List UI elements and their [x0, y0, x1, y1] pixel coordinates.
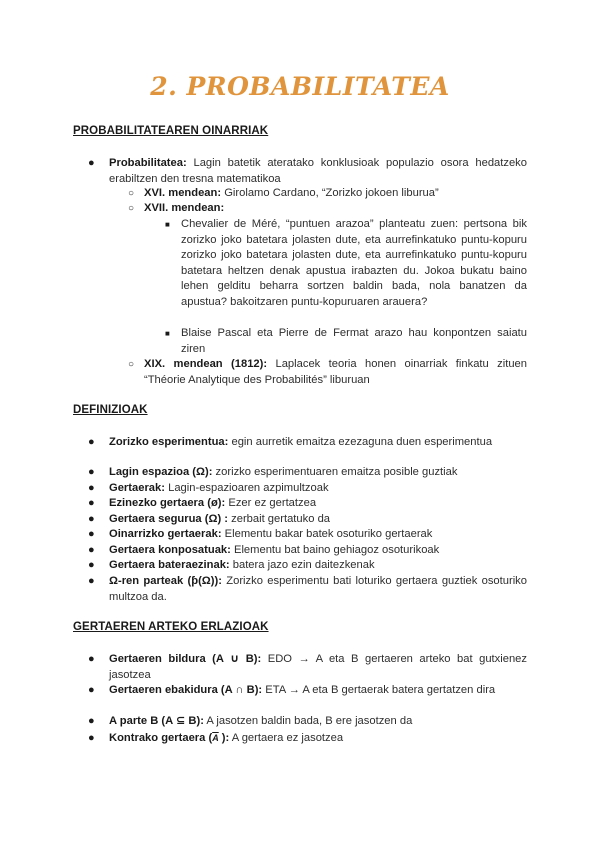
term: Oinarrizko gertaerak: [109, 528, 222, 540]
bullet-icon: ● [88, 513, 95, 525]
complement-symbol: $\overline{A}$ [212, 733, 219, 743]
section-heading-definizioak: DEFINIZIOAK [73, 404, 148, 416]
list-item-chevalier: Chevalier de Méré, “puntuen arazoa” planteatu zuen: pertsona bik zorizko joko batetara jolasten dute, eta aurrefinkatuko puntu-kopuru zorizko joko batetara jolasten dute, eta aurrefinkatuko puntu-kopuru batetara heltzen denak apustua irabazten du. Jokoa bukatu baino lehen gelditu beharra sortzen baldin bada, nola banatzen da apustua? bakoitzaren puntu-kopuruaren arauera? [181, 218, 527, 308]
list-item-relation [109, 731, 527, 747]
term: Gertaera konposatuak: [109, 544, 231, 556]
term: XVI. mendean: [144, 187, 222, 199]
definition: Elementu bakar batek osoturiko gertaerak [221, 528, 433, 540]
term: Zorizko esperimentua: [109, 436, 229, 448]
term: Gertaerak: [109, 482, 165, 494]
bullet-icon: ● [88, 544, 95, 556]
circle-bullet-icon: ○ [128, 188, 135, 199]
definition: Zorizko esperimentu bati loturiko gertaera guztiek osoturiko multzoa da. [109, 575, 527, 603]
page-title: 2. PROBABILITATEA [150, 72, 450, 101]
list-item-definition [109, 512, 527, 528]
list-item-xix [144, 357, 527, 388]
definition: egin aurretik emaitza ezezaguna duen esperimentua [228, 436, 493, 448]
bullet-icon: ● [88, 715, 95, 727]
term: Lagin espazioa (Ω): [109, 466, 213, 478]
list-item-pascal: Blaise Pascal eta Pierre de Fermat arazo hau konpontzen saiatu ziren [181, 327, 527, 355]
list-item-definition [109, 574, 527, 605]
definition: Lagin batetik ateratako konklusioak populazio osora hedatzeko erabiltzen den tresna matematikoa [109, 157, 527, 185]
definition: Ezer ez gertatzea [225, 497, 317, 509]
term: A parte B (A ⊆ B): [109, 715, 204, 727]
definition: Elementu bat baino gehiagoz osoturikoak [230, 544, 440, 556]
term: XVII. mendean: [144, 202, 225, 214]
term: Gertaeren bildura (A ∪ B): [109, 653, 262, 665]
list-item-definition [109, 496, 527, 512]
list-item-definition [109, 435, 527, 451]
term-prefix: Kontrako gertaera ( [109, 732, 213, 744]
bullet-icon: ● [88, 653, 95, 665]
square-bullet-icon: ■ [165, 329, 170, 338]
definition: batera jazo ezin daitezkenak [229, 559, 375, 571]
definition: A gertaera ez jasotzea [229, 732, 344, 744]
definition: A jasotzen baldin bada, B ere jasotzen da [203, 715, 413, 727]
definition: Girolamo Cardano, “Zorizko jokoen liburua” [221, 187, 439, 199]
circle-bullet-icon: ○ [128, 359, 135, 370]
list-item-definition [109, 527, 527, 543]
term: XIX. mendean (1812): [144, 358, 268, 370]
definition: zerbait gertatuko da [228, 513, 331, 525]
list-item-xvii [144, 201, 527, 217]
circle-bullet-icon: ○ [128, 203, 135, 214]
bullet-icon: ● [88, 528, 95, 540]
term [109, 732, 229, 744]
square-bullet-icon: ■ [165, 220, 170, 229]
bullet-icon: ● [88, 559, 95, 571]
list-item-probabilitatea [109, 156, 527, 187]
bullet-icon: ● [88, 575, 95, 587]
bullet-icon: ● [88, 497, 95, 509]
section-heading-erlazioak: GERTAEREN ARTEKO ERLAZIOAK [73, 621, 269, 633]
bullet-icon: ● [88, 157, 95, 169]
list-item-definition [109, 481, 527, 497]
bullet-icon: ● [88, 436, 95, 448]
section-heading-oinarriak: PROBABILITATEAREN OINARRIAK [73, 125, 269, 137]
bullet-icon: ● [88, 684, 95, 696]
bullet-icon: ● [88, 732, 95, 744]
term: Ezinezko gertaera (ø): [109, 497, 226, 509]
bullet-icon: ● [88, 466, 95, 478]
term: Gertaeren ebakidura (A ∩ B): [109, 684, 263, 696]
list-item-xvi [144, 186, 527, 202]
list-item-relation [109, 714, 527, 730]
list-item-definition [109, 465, 527, 481]
definition: Laplacek teoria honen oinarriak finkatu zituen “Théorie Analytique des Probabilités” liburuan [144, 358, 527, 386]
term-suffix: ): [218, 732, 230, 744]
term: Probabilitatea: [109, 157, 187, 169]
list-item-relation [109, 683, 527, 699]
list-item-definition [109, 558, 527, 574]
definition: zorizko esperimentuaren emaitza posible guztiak [212, 466, 458, 478]
term: Ω-ren parteak (ƥ(Ω)): [109, 575, 222, 587]
term: Gertaera segurua (Ω) : [109, 513, 229, 525]
definition: EDO → A eta B gertaeren arteko bat gutxienez jasotzea [109, 653, 527, 681]
list-item-relation [109, 652, 527, 683]
definition: ETA → A eta B gertaerak batera gertatzen dira [262, 684, 496, 696]
term: Gertaera bateraezinak: [109, 559, 230, 571]
definition: Lagin-espazioaren azpimultzoak [164, 482, 329, 494]
bullet-icon: ● [88, 482, 95, 494]
list-item-definition [109, 543, 527, 559]
